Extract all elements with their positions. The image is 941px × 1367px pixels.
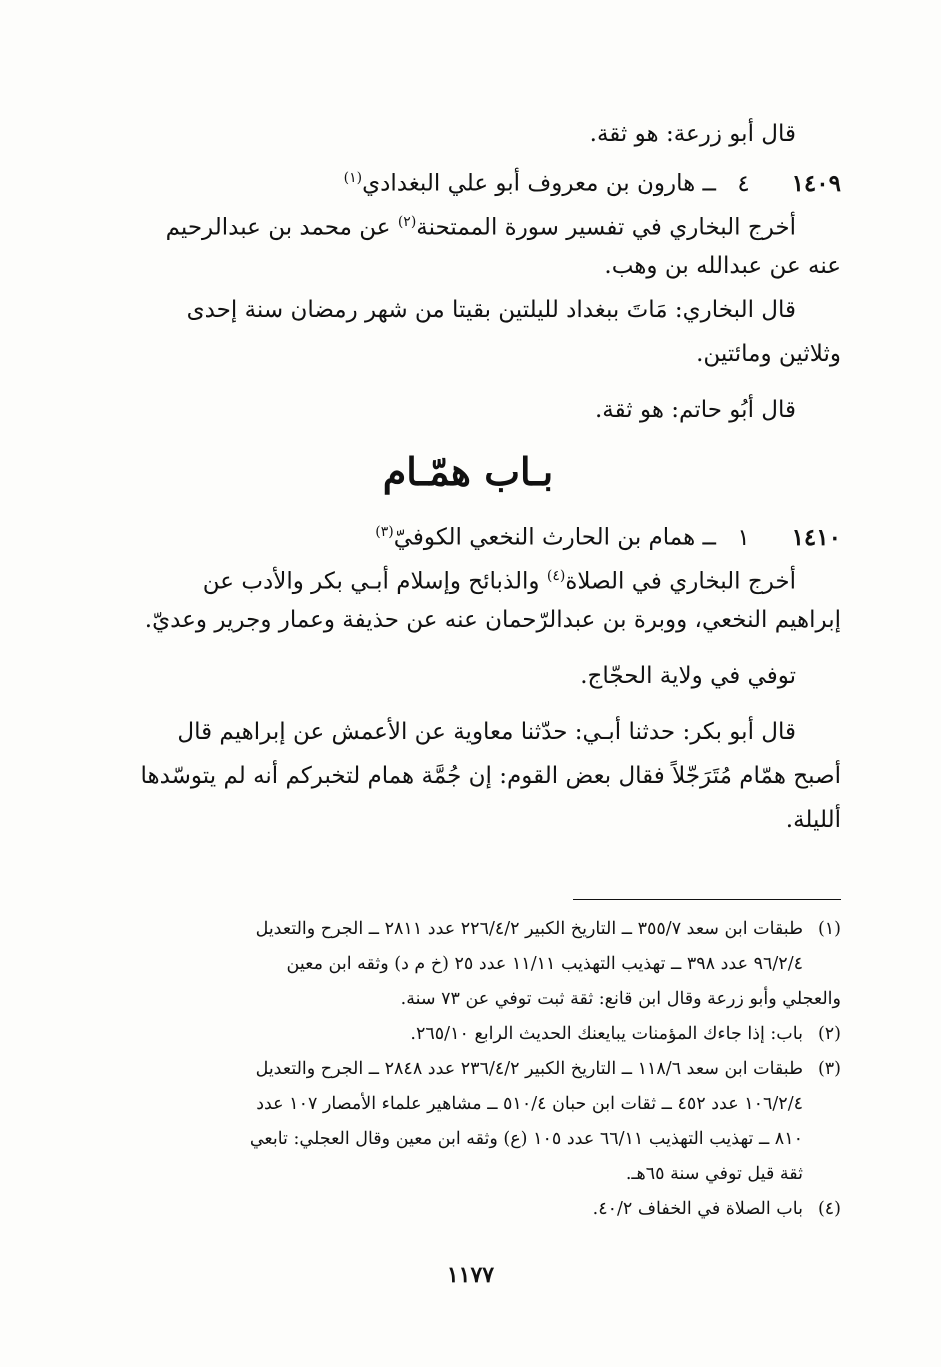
footnote-ref: (١) (343, 170, 363, 186)
text-line: إبراهيم النخعي، ووبرة بن عبدالرّحمان عنه عن حذيفة وعمار وجرير وعديّ. (144, 607, 841, 633)
text-line: قال أبو زرعة: هو ثقة. (589, 121, 796, 147)
footnote-line (135, 1017, 841, 1052)
footnote-text: باب الصلاة في الخفاف ٤٠/٢. (592, 1199, 803, 1219)
footnote-separator (573, 899, 841, 900)
footnote-ref: (٣) (375, 524, 394, 540)
entry-title: ــ هارون بن معروف أبو علي البغدادي (362, 170, 716, 197)
text-line (135, 554, 841, 598)
text-fragment: عن محمد بن عبدالرحيم (165, 214, 398, 241)
main-text (135, 112, 841, 842)
footnote-text: طبقات ابن سعد ٣٥٥/٧ ــ التاريخ الكبير ٢٢٦/٤/٢ عدد ٢٨١١ ــ الجرح والتعديل (255, 919, 803, 939)
footnote-text: باب: إذا جاءك المؤمنات يبايعنك الحديث الرابع ٢٦٥/١٠. (410, 1024, 803, 1044)
footnote-line (135, 912, 841, 947)
entry-1409 (135, 156, 841, 200)
footnote-line: ٩٦/٢/٤ عدد ٣٩٨ ــ تهذيب التهذيب ١١/١١ عدد ٢٥ (خ م د) وثقه ابن معين (286, 954, 803, 974)
footnote-line: ١٠٦/٢/٤ عدد ٤٥٢ ــ ثقات ابن حبان ٥١٠/٤ ــ مشاهير علماء الأمصار ١٠٧ عدد (256, 1094, 803, 1114)
footnote-line (135, 1052, 841, 1087)
text-fragment: أخرج البخاري في تفسير سورة الممتحنة (416, 214, 796, 241)
footnote-mark: (٤) (817, 1199, 841, 1219)
footnote-line (135, 1192, 841, 1227)
footnote-mark: (٣) (817, 1059, 841, 1079)
text-fragment: والذبائح وإسلام أبـي بكر والأدب عن (202, 568, 547, 595)
text-fragment: أخرج البخاري في الصلاة (565, 568, 796, 595)
text-line: وثلاثين ومائتين. (696, 341, 841, 367)
text-line: عنه عن عبدالله بن وهب. (604, 253, 841, 279)
entry-1410 (135, 510, 841, 554)
text-line: ألليلة. (785, 807, 841, 833)
text-line: توفي في ولاية الحجّاج. (580, 663, 796, 689)
footnotes (135, 912, 841, 1227)
footnote-mark: (١) (817, 919, 841, 939)
text-line: قال أبو بكر: حدثنا أبـي: حدّثنا معاوية عن الأعمش عن إبراهيم قال (177, 719, 796, 745)
chapter-heading: بـاب همّـام (382, 449, 554, 494)
entry-index: ٤ (737, 170, 750, 197)
text-line: قال البخاري: مَاتَ ببغداد لليلتين بقيتا من شهر رمضان سنة إحدى (186, 297, 796, 323)
footnote-line: ٨١٠ ــ تهذيب التهذيب ٦٦/١١ عدد ١٠٥ (ع) وثقه ابن معين وقال العجلي: تابعي (249, 1129, 803, 1149)
entry-title: ــ همام بن الحارث النخعي الكوفيّ (393, 524, 716, 551)
entry-index: ١ (737, 524, 750, 551)
footnote-text: طبقات ابن سعد ١١٨/٦ ــ التاريخ الكبير ٢٣٦/٤/٢ عدد ٢٨٤٨ ــ الجرح والتعديل (255, 1059, 803, 1079)
footnote-ref: (٤) (546, 568, 566, 584)
footnote-line: ثقة قيل توفي سنة ٦٥هـ. (625, 1164, 803, 1184)
text-line (135, 200, 841, 244)
page-number: ١١٧٧ (446, 1262, 495, 1288)
footnote-ref: (٢) (397, 214, 417, 230)
entry-number: ١٤٠٩ (791, 169, 841, 197)
entry-number: ١٤١٠ (791, 523, 841, 551)
text-line: قال أبُو حاتم: هو ثقة. (594, 397, 796, 423)
footnote-line: والعجلي وأبو زرعة وقال ابن قانع: ثقة ثبت توفي عن ٧٣ سنة. (400, 989, 841, 1009)
footnote-mark: (٢) (817, 1024, 841, 1044)
text-line: أصبح همّام مُتَرَجّلاً فقال بعض القوم: إن جُمَّة همام لتخبركم أنه لم يتوسّدها (140, 763, 841, 789)
